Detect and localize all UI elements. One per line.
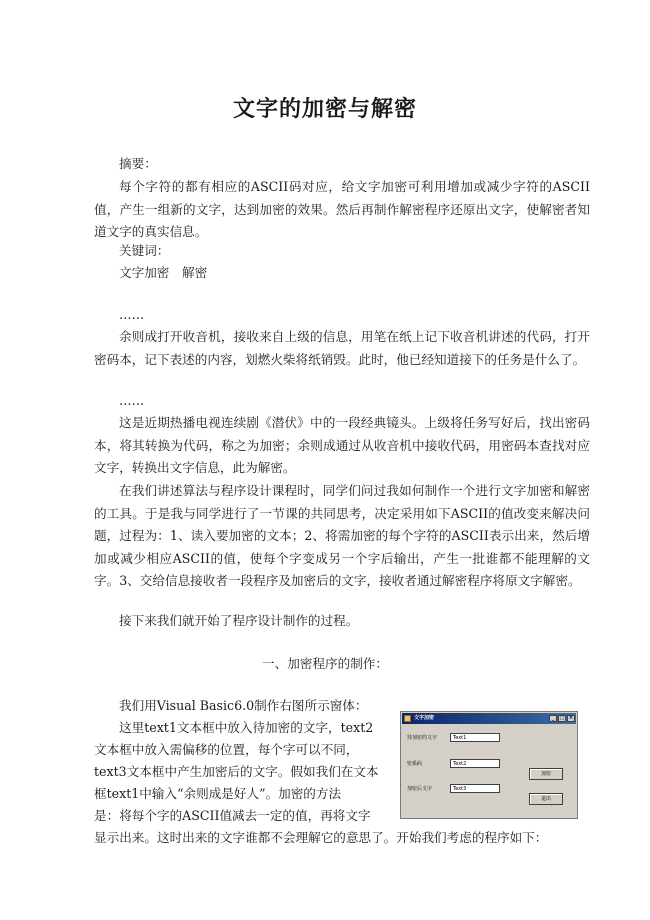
paragraph-6-line-3: text3文本框中产生加密后的文字。假如我们在文本	[94, 764, 379, 779]
paragraph-6-line-6: 显示出来。这时出来的文字谁都不会理解它的意思了。开始我们考虑的程序如下：	[94, 830, 548, 845]
minimize-icon[interactable]: _	[549, 715, 557, 722]
text1-input[interactable]: Text1	[450, 733, 500, 742]
vb-form-window	[400, 711, 578, 819]
paragraph-4: 接下来我们就开始了程序设计制作的过程。	[119, 613, 359, 628]
document-title: 文字的加密与解密	[232, 97, 417, 122]
label-ciphertext: 加密后文字	[407, 786, 433, 792]
vb-title-bar	[402, 713, 576, 724]
encrypt-button[interactable]: 加密	[529, 768, 563, 780]
label-plaintext: 待加密的文字	[407, 735, 438, 741]
ellipsis-2: ……	[119, 393, 145, 408]
keywords-label: 关键词：	[119, 243, 170, 258]
abstract-text: 每个字符的都有相应的ASCII码对应，给文字加密可利用增加或减少字符的ASCII值，产生一组新的文字，达到加密的效果。然后再制作解密程序还原出文字，使解密者知道文字的真实信息。	[94, 179, 590, 240]
close-icon[interactable]: ×	[568, 715, 574, 721]
keywords-text: 文字加密 解密	[119, 265, 208, 280]
app-icon	[404, 715, 411, 722]
exit-button[interactable]: 退出	[529, 793, 563, 805]
paragraph-1: 余则成打开收音机，接收来自上级的信息，用笔在纸上记下收音机讲述的代码，打开密码本，记下表述的内容，划燃火柴将纸销毁。此时，他已经知道接下的任务是什么了。	[94, 329, 590, 367]
text2-input[interactable]: Text2	[450, 759, 500, 768]
section-heading-1: 一、加密程序的制作：	[262, 656, 388, 671]
ellipsis-1: ……	[119, 307, 145, 322]
text3-input[interactable]: Text3	[450, 784, 500, 793]
paragraph-2: 这是近期热播电视连续剧《潜伏》中的一段经典镜头。上级将任务写好后，找出密码本，将其转换为代码，称之为加密；余则成通过从收音机中接收代码，用密码本查找对应文字，转换出文字信息，此为解密。	[94, 415, 590, 476]
paragraph-6-line-4: 框text1中输入“余则成是好人”。加密的方法	[94, 786, 342, 801]
paragraph-5: 我们用Visual Basic6.0制作右图所示窗体：	[119, 698, 368, 713]
paragraph-6-line-5: 是：将每个字的ASCII值减去一定的值，再将文字	[94, 808, 371, 823]
label-key: 密系码	[407, 761, 423, 767]
paragraph-3: 在我们讲述算法与程序设计课程时，同学们问过我如何制作一个进行文字加密和解密的工具。于是我与同学进行了一节课的共同思考，决定采用如下ASCII的值改变来解决问题，过程为：1、读入要加密的文本；2、将需加密的每个字符的ASCII表示出来，然后增加或减少相应ASCII的值，使每个字变成另一个字后输出，产生一批谁都不能理解的文字。3、交给信息接收者一段程序及加密后的文字，接收者通过解密程序将原文字解密。	[94, 483, 590, 589]
vb-window-title: 文字加密	[414, 715, 435, 721]
paragraph-6-line-1: 这里text1文本框中放入待加密的文字，text2	[119, 720, 374, 735]
abstract-label: 摘要：	[119, 156, 157, 171]
maximize-icon[interactable]: □	[559, 715, 565, 721]
paragraph-6-line-2: 文本框中放入需偏移的位置，每个字可以不同，	[94, 742, 359, 757]
